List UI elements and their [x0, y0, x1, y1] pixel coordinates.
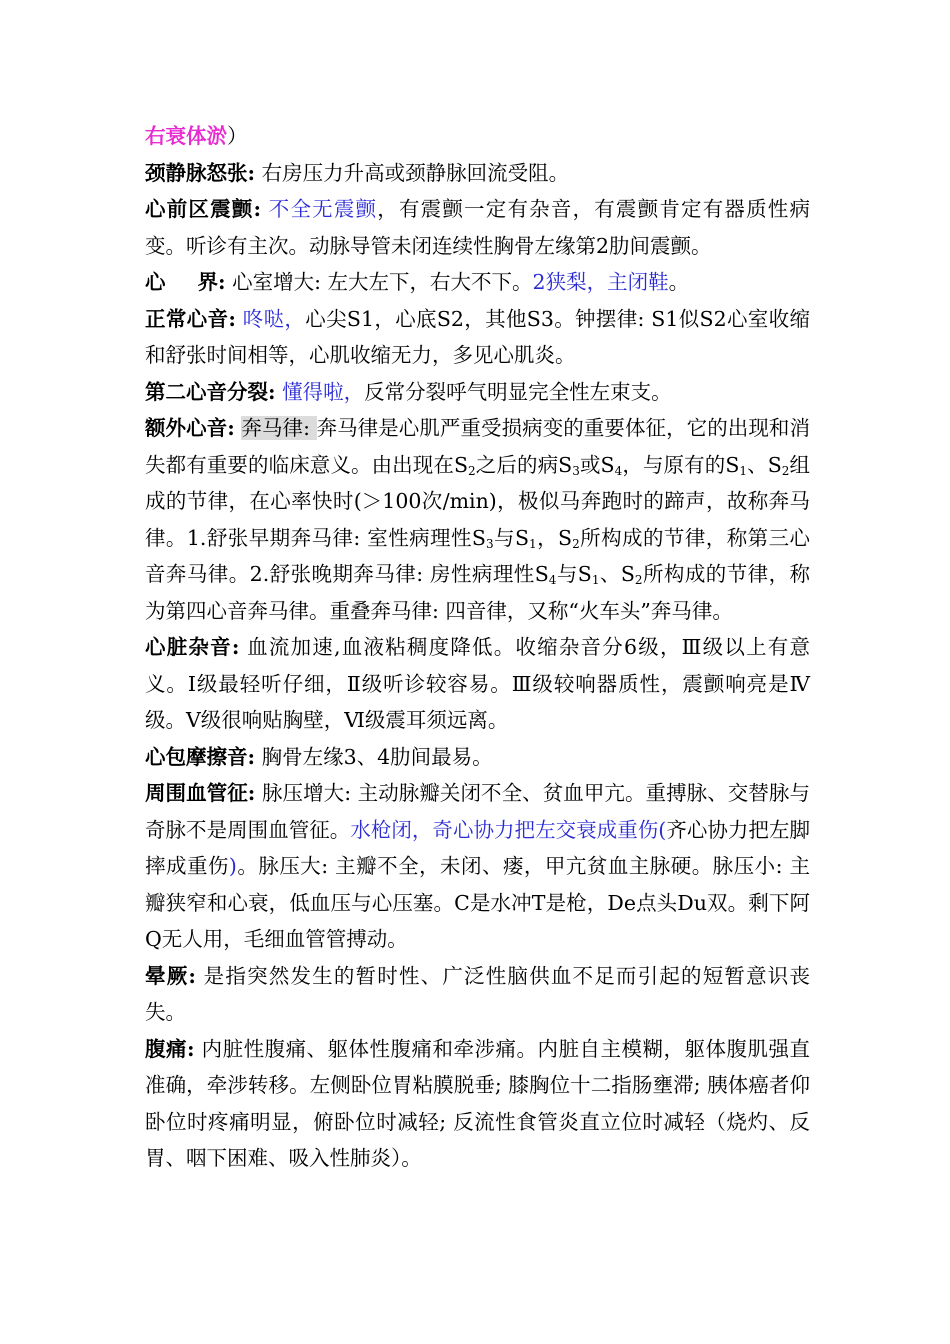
term-heading: 额外心音: — [145, 416, 235, 440]
mnemonic-text: 水枪闭，奇心协力把左交衰成重伤( — [350, 817, 667, 842]
term-heading: 正常心音: — [145, 306, 236, 331]
mnemonic-text: 不全无震颤 — [261, 197, 378, 221]
term-heading: 心包摩擦音: — [145, 744, 256, 769]
term-heading: 心前区震颤: — [145, 197, 262, 221]
term-heading: 心脏杂音: — [145, 635, 240, 659]
term-heading: 晕厥: — [145, 963, 196, 988]
term-heading: 第二心音分裂: — [145, 379, 276, 404]
paragraph-continuation: 右衰体淤） — [145, 124, 248, 148]
paragraph-normal-heart-sounds: 正常心音: 咚哒，心尖S1，心底S2，其他S3。钟摆律: S1似S2心室收缩和舒张时间相等，心肌收缩无力，多见心肌炎。 — [145, 306, 810, 367]
paragraph-extra-heart-sounds: 额外心音: 奔马律: 奔马律是心肌严重受损病变的重要体征，它的出现和消失都有重要的临床意义。由出现在$S_2$之后的病$S_3$或$S_4$，与原有的$S_1$、$S_2$组成的节律，在心率快时(＞100次/min)，极似马奔跑时的蹄声，故称奔马律。1.舒张早期奔马律: 室性病理性$S_3$与$S_1$，$S_2$所构成的节律，称第三心音奔马律。2.舒张晚期奔马律: 房性病理性$S_4$与$S_1$、$S_2$所构成的节律，称为第四心音奔马律。重叠奔马律: 四音律，又称“火车头”奔马律。 — [145, 416, 811, 623]
paragraph-abdominal-pain: 腹痛: 内脏性腹痛、躯体性腹痛和牵涉痛。内脏自主模糊，躯体腹肌强直准确，牵涉转移。左侧卧位胃粘膜脱垂; 膝胸位十二指肠壅滞; 胰体癌者仰卧位时疼痛明显，俯卧位时减轻; 反流性食管炎直立位时减轻（烧灼、反胃、咽下困难、吸入性肺炎）。 — [145, 1036, 810, 1170]
highlighted-term: 奔马律: — [241, 416, 317, 440]
paragraph-s2-split: 第二心音分裂: 懂得啦，反常分裂呼气明显完全性左束支。 — [145, 379, 672, 404]
paragraph-syncope: 晕厥: 是指突然发生的暂时性、广泛性脑供血不足而引起的短暂意识丧失。 — [145, 963, 810, 1024]
term-heading: 颈静脉怒张: — [145, 160, 256, 185]
term-heading: 周围血管征: — [145, 781, 256, 805]
mnemonic-text: 懂得啦， — [275, 379, 365, 404]
paragraph-jugular-vein: 颈静脉怒张: 右房压力升高或颈静脉回流受阻。 — [145, 160, 570, 185]
paragraph-peripheral-vascular-signs: 周围血管征: 脉压增大: 主动脉瓣关闭不全、贫血甲亢。重搏脉、交替脉与奇脉不是周围血管征。水枪闭，奇心协力把左交衰成重伤(齐心协力把左脚摔成重伤)。脉压大: 主瓣不全，未闭、瘘，甲亢贫血主脉硬。脉压小: 主瓣狭窄和心衰，低血压与心压塞。C是水冲T是枪，De点头Du双。剩下阿Q无人用，毛细血管管搏动。 — [145, 781, 810, 951]
mnemonic-highlight: 右衰体淤 — [145, 124, 227, 148]
mnemonic-text: 咚哒， — [235, 306, 306, 331]
mnemonic-text: 2狭梨，主闭鞋 — [532, 270, 669, 294]
paragraph-heart-border: 心 界: 心室增大: 左大左下，右大不下。2狭梨，主闭鞋。 — [145, 270, 690, 294]
paragraph-heart-murmur: 心脏杂音: 血流加速,血液粘稠度降低。收缩杂音分6级，Ⅲ级以上有意义。Ⅰ级最轻听仔细，Ⅱ级听诊较容易。Ⅲ级较响器质性，震颤响亮是Ⅳ级。Ⅴ级很响贴胸壁，Ⅵ级震耳须远离。 — [145, 635, 810, 732]
document-body — [145, 118, 810, 1177]
term-heading: 腹痛: — [145, 1036, 195, 1061]
paragraph-thrill: 心前区震颤: 不全无震颤，有震颤一定有杂音，有震颤肯定有器质性病变。听诊有主次。动脉导管未闭连续性胸骨左缘第2肋间震颤。 — [145, 197, 810, 258]
paragraph-pericardial-rub: 心包摩擦音: 胸骨左缘3、4肋间最易。 — [145, 744, 493, 769]
term-heading: 心 界: — [145, 270, 226, 294]
